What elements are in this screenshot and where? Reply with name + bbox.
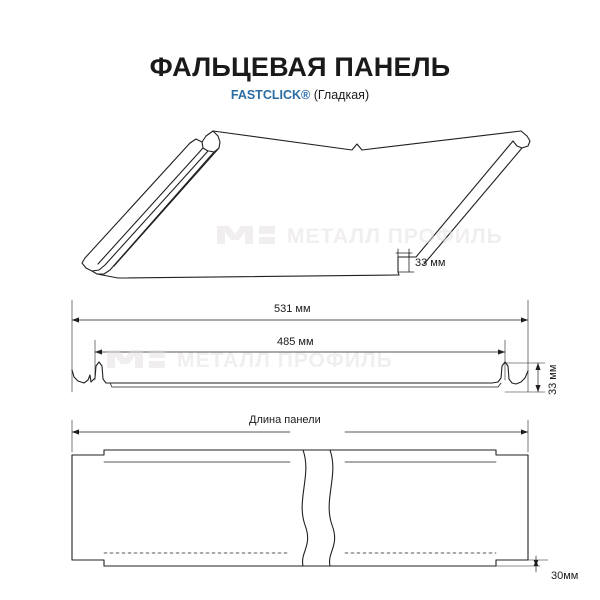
dimension-length (72, 429, 528, 434)
watermark-text: МЕТАЛЛ ПРОФИЛЬ (287, 225, 503, 248)
dimension-485 (95, 349, 505, 354)
label-total-width: 531 мм (274, 303, 311, 315)
watermark-text: МЕТАЛЛ ПРОФИЛЬ (177, 349, 393, 372)
label-profile-height: 33 мм (547, 364, 559, 395)
label-panel-length: Длина панели (249, 414, 321, 426)
dimension-33mm-profile (535, 363, 540, 392)
plan-view (72, 420, 548, 572)
perspective-view (82, 131, 530, 278)
dimension-531 (72, 317, 528, 322)
label-useful-width: 485 мм (277, 336, 314, 348)
label-top-height: 33 мм (415, 257, 446, 269)
brand-name: FASTCLICK® (230, 88, 311, 102)
page-title: ФАЛЬЦЕВАЯ ПАНЕЛЬ (149, 52, 451, 82)
label-thickness: 30мм (551, 570, 579, 582)
dimension-33mm-top (396, 249, 414, 272)
subtitle-rest: (Гладкая) (310, 88, 370, 102)
dimension-30mm (534, 556, 539, 572)
